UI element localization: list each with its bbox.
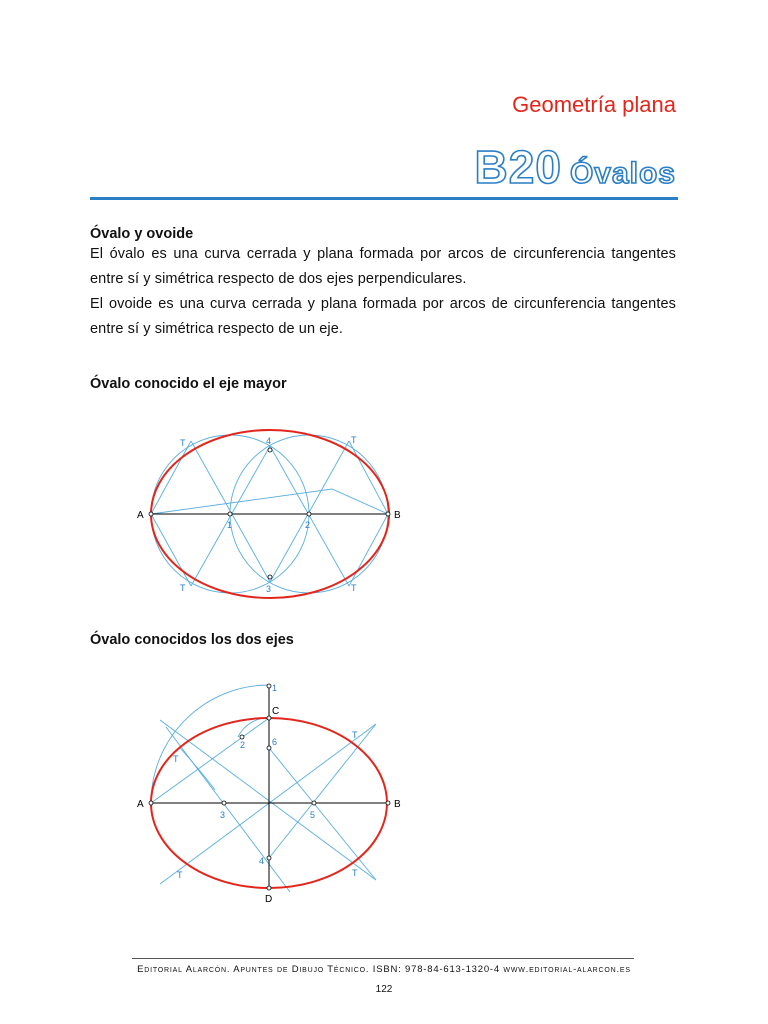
fig2-point-6	[267, 746, 271, 750]
fig2-point-5	[312, 801, 316, 805]
fig2-point-B	[386, 801, 390, 805]
fig2-label-D: D	[265, 894, 273, 905]
fig2-label-1: 1	[272, 683, 278, 693]
fig2-label-B: B	[394, 799, 401, 810]
fig1-label-T: T	[180, 583, 186, 593]
footer-text: Editorial Alarcón. Apuntes de Dibujo Técnico. ISBN: 978-84-613-1320-4 www.editorial-alarcon.es	[137, 964, 631, 975]
fig1-label-A: A	[137, 510, 144, 521]
fig1-label-2: 2	[305, 520, 311, 530]
fig2-point-4	[267, 856, 271, 860]
fig2-label-2: 2	[240, 740, 246, 750]
fig1-label-T: T	[180, 438, 186, 448]
figure1-heading: Óvalo conocido el eje mayor	[90, 376, 287, 392]
fig2-point-1	[267, 684, 271, 688]
fig1-label-T: T	[351, 583, 357, 593]
fig2-label-4: 4	[259, 856, 265, 866]
fig2-label-3: 3	[220, 810, 226, 820]
section-title: Geometría plana	[512, 92, 676, 117]
chapter-code: B20	[474, 141, 562, 193]
fig2-point-A	[149, 801, 153, 805]
fig1-label-3: 3	[266, 584, 272, 594]
fig1-label-4: 4	[266, 436, 272, 446]
fig2-point-2	[240, 735, 244, 739]
fig2-point-D	[267, 886, 271, 890]
page-number: 122	[375, 984, 393, 995]
fig2-label-T: T	[352, 868, 358, 878]
fig2-label-C: C	[272, 706, 280, 717]
figure2-heading: Óvalo conocidos los dos ejes	[90, 632, 294, 648]
intro-paragraph-2: El ovoide es una curva cerrada y plana formada por arcos de circunferencia tangentes entre sí y simétrica respecto de un eje.	[90, 296, 676, 337]
fig2-label-5: 5	[310, 810, 316, 820]
fig2-label-A: A	[137, 799, 144, 810]
fig2-label-6: 6	[272, 737, 278, 747]
fig1-label-1: 1	[227, 520, 233, 530]
fig2-label-T: T	[352, 730, 358, 740]
intro-paragraph-1: El óvalo es una curva cerrada y plana formada por arcos de circunferencia tangentes entre sí y simétrica respecto de dos ejes perpendiculares.	[90, 246, 676, 287]
fig2-label-T: T	[177, 870, 183, 880]
fig2-point-C	[267, 716, 271, 720]
chapter-name: Óvalos	[569, 157, 676, 190]
fig2-label-T: T	[173, 754, 179, 764]
fig1-label-B: B	[394, 510, 401, 521]
fig1-label-T: T	[351, 435, 357, 445]
fig2-perpendicular-bisector	[166, 727, 290, 892]
fig2-point-3	[222, 801, 226, 805]
footer-rule	[132, 958, 634, 959]
intro-heading: Óvalo y ovoide	[90, 226, 194, 242]
fig2-tangent-line	[269, 748, 376, 880]
